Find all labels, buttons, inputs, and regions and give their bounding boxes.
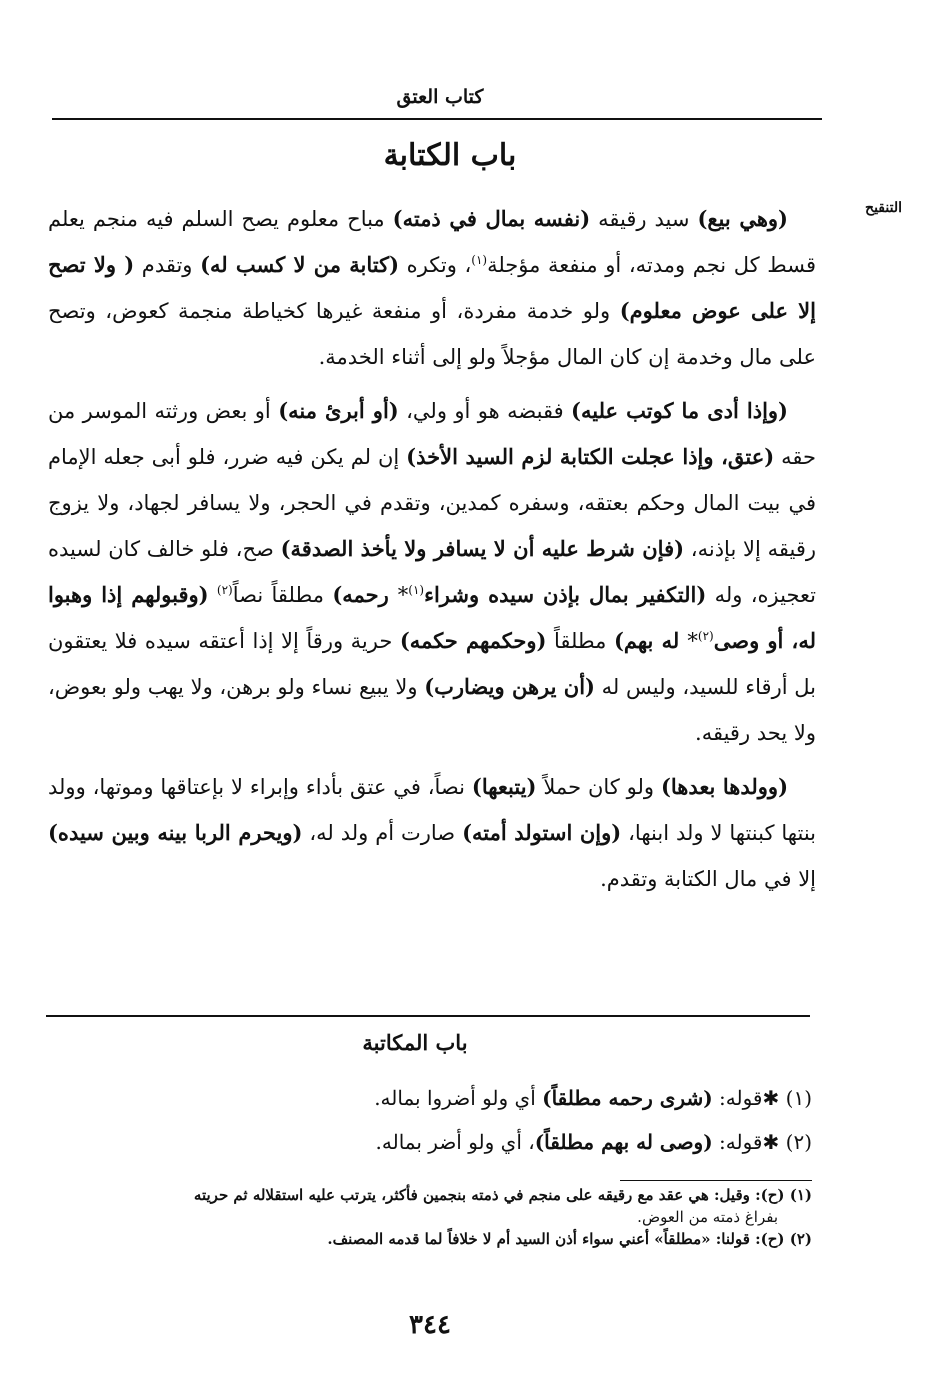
- bold-phrase: (التكفير بمال بإذن سيده وشراء: [424, 582, 707, 607]
- chapter-title: باب الكتابة: [383, 138, 517, 173]
- footnote-ref: (٢): [216, 583, 233, 597]
- note-number: (١): [785, 1086, 812, 1110]
- main-text: [48, 196, 816, 910]
- text-run: صارت أم ولد له،: [302, 821, 463, 845]
- bold-phrase: (أو أبرئ منه): [278, 398, 399, 423]
- footnote-rule: [620, 1180, 812, 1181]
- bold-phrase: (كتابة من لا كسب له): [200, 252, 400, 277]
- bold-phrase: (يتبعها): [471, 774, 537, 799]
- hashiya-note-2: [60, 1120, 812, 1164]
- bold-phrase: (فإن شرط عليه أن لا يسافر ولا يأخذ الصدقة): [280, 536, 685, 561]
- text-run: مطلقاً نصاً: [232, 583, 333, 607]
- text-run: مطلقاً: [546, 629, 614, 653]
- bold-phrase: (أن يرهن ويضارب): [424, 674, 595, 699]
- text-run: إلا في مال الكتابة وتقدم.: [600, 867, 816, 891]
- footnote-ref: (٢): [697, 629, 714, 643]
- running-head: كتاب العتق: [396, 86, 484, 108]
- header-rule: [52, 118, 822, 120]
- bold-phrase: ( ولا تصح إلا على عوض معلوم): [48, 252, 816, 323]
- text-run: ولا يبيع نساء ولو برهن، ولا يهب ولو بعوض، ولا يحد رقيقه.: [48, 675, 816, 745]
- footnote-1: (١) (ح): وقيل: هي عقد مع رقيقه على منجم في ذمته بنجمين فأكثر، يترتب عليه استقلاله ثم حريته: [193, 1186, 812, 1204]
- text-run: فقبضه هو أو ولي،: [398, 399, 572, 423]
- asterisk-icon: ✱: [762, 1130, 780, 1154]
- footnotes: [30, 1184, 812, 1250]
- bold-phrase: (وإذا أدى ما كوتب عليه): [571, 398, 788, 423]
- text-run: نصاً، في عتق بأداء وإبراء لا بإعتاقها وموتها، وولد بنتها كبنتها لا ولد ابنها،: [48, 775, 816, 845]
- text-run: قوله:: [712, 1086, 763, 1110]
- paragraph-2: [48, 388, 816, 756]
- text-run: إن لم يكن فيه ضرر، فلو أبى جعله الإمام في بيت المال وحكم بعتقه، وسفره كمدين، وتقدم في الحجر، ولا يسافر لجهاد، ولا يزوج رقيقه إلا بإذنه،: [48, 445, 816, 561]
- hashiya-marker: *: [687, 629, 698, 653]
- note-number: (٢): [785, 1130, 812, 1154]
- footnote-ref: (١): [471, 253, 488, 267]
- hashiya-marker: *: [397, 583, 409, 607]
- bold-phrase: (شرى رحمه مطلقاً): [542, 1086, 713, 1110]
- bold-phrase: (عتق، وإذا عجلت الكتابة لزم السيد الأخذ): [406, 444, 775, 469]
- bold-phrase: رحمه): [332, 582, 398, 607]
- bold-phrase: (وحكمهم حكمه): [399, 628, 547, 653]
- text-run: ولو كان حملاً: [536, 775, 661, 799]
- bold-phrase: (وولدها بعدها): [660, 774, 789, 799]
- paragraph-1: [48, 196, 816, 380]
- text-run: وتقدم: [134, 253, 201, 277]
- section-divider: [46, 1015, 810, 1017]
- hashiya-notes: [60, 1076, 812, 1164]
- bold-phrase: (وقبولهم إذا وهبوا له، أو وصى: [48, 582, 816, 653]
- bold-phrase: (وصى له بهم مطلقاً): [534, 1130, 713, 1154]
- footnote-2: (٢) (ح): قولنا: «مطلقاً» أعني سواء أذن السيد أم لا خلافاً لما قدمه المصنف.: [327, 1230, 812, 1248]
- text-run: ، وتكره: [399, 253, 472, 277]
- bold-phrase: (نفسه بمال في ذمته): [392, 206, 591, 231]
- paragraph-3: [48, 764, 816, 902]
- asterisk-icon: ✱: [762, 1086, 780, 1110]
- text-run: ، أي ولو أضر بماله.: [375, 1130, 535, 1154]
- bold-phrase: له بهم): [613, 628, 688, 653]
- bold-phrase: (ويحرم الربا بينه وبين سيده): [48, 820, 303, 845]
- side-label: التنقيح: [865, 200, 902, 216]
- bold-phrase: (وإن استولد أمته): [462, 820, 622, 845]
- text-run: أي ولو أضروا بماله.: [374, 1086, 543, 1110]
- text-run: ولو خدمة مفردة، أو منفعة غيرها كخياطة منجمة كعوض، وتصح على مال وخدمة إن كان المال مؤجلاً ولو إلى أثناء الخدمة.: [48, 299, 816, 369]
- footnote-ref: (١): [408, 583, 425, 597]
- text-run: قوله:: [712, 1130, 763, 1154]
- text-run: حرية ورقاً إلا إذا أعتقه سيده فلا يعتقون بل أرقاء للسيد، وليس له: [48, 629, 816, 699]
- bold-phrase: (وهي بيع): [697, 206, 788, 231]
- hashiya-title: باب المكاتبة: [362, 1030, 468, 1055]
- footnote-1-continued: بفراغ ذمته من العوض.: [637, 1208, 778, 1226]
- hashiya-note-1: [60, 1076, 812, 1120]
- text-run: [209, 583, 217, 607]
- text-run: سيد رقيقه: [590, 207, 698, 231]
- text-run: صح، فلو خالف كان لسيده تعجيزه، وله: [48, 537, 816, 607]
- text-run: أو بعض ورثته الموسر من حقه: [48, 399, 816, 469]
- page-number: ٣٤٤: [409, 1310, 451, 1340]
- text-run: مباح معلوم يصح السلم فيه منجم يعلم قسط كل نجم ومدته، أو منفعة مؤجلة: [48, 207, 816, 277]
